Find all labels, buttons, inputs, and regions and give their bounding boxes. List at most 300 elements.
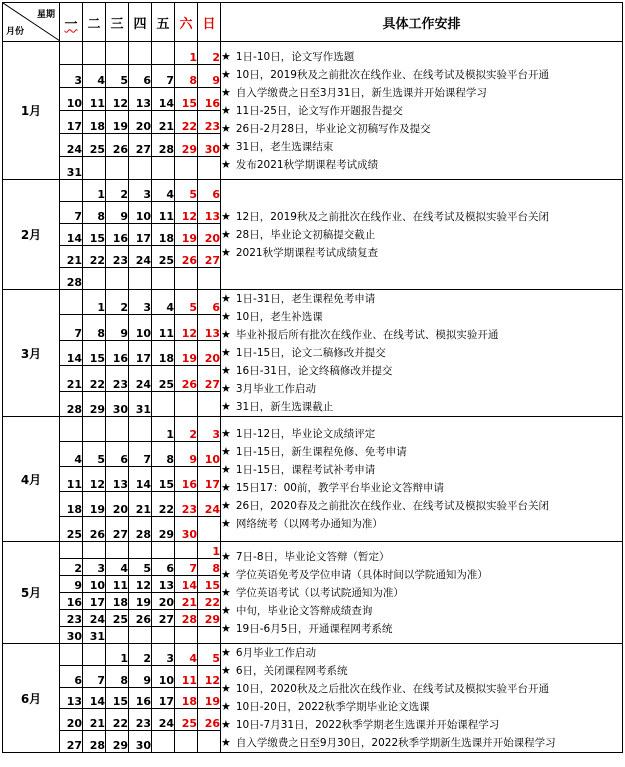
day-cell: 3 — [198, 417, 221, 442]
day-cell: 25 — [152, 246, 175, 268]
day-cell: 23 — [106, 366, 129, 391]
day-cell: 21 — [152, 111, 175, 134]
day-cell: 24 — [129, 246, 152, 268]
task-item — [221, 226, 622, 244]
day-cell — [60, 644, 83, 666]
task-text: 自入学缴费之日至9月30日，2022秋季学期新生选课并开始课程学习 — [235, 737, 556, 749]
day-cell — [198, 157, 221, 180]
weekday-header-mon: 一 — [60, 3, 83, 42]
day-cell: 12 — [175, 202, 198, 224]
star-icon: ★ — [221, 700, 231, 713]
day-cell: 19 — [129, 593, 152, 610]
task-text: 26日-2月28日，毕业论文初稿写作及提交 — [235, 122, 431, 135]
day-cell: 22 — [175, 111, 198, 134]
task-item — [221, 662, 622, 680]
day-cell: 13 — [152, 576, 175, 593]
task-item — [221, 290, 622, 308]
day-cell: 10 — [198, 442, 221, 467]
day-cell: 14 — [83, 687, 106, 709]
day-cell: 10 — [129, 202, 152, 224]
day-cell — [152, 42, 175, 65]
header-row — [3, 3, 623, 42]
star-icon: ★ — [221, 292, 231, 305]
task-item — [221, 497, 622, 515]
task-text: 10日-7月31日，2022秋季学期老生选课并开始课程学习 — [235, 719, 500, 731]
day-cell: 8 — [106, 665, 129, 687]
day-cell: 25 — [106, 610, 129, 627]
day-cell: 10 — [129, 315, 152, 340]
day-cell: 21 — [175, 593, 198, 610]
week-row — [3, 180, 623, 202]
day-cell: 31 — [60, 157, 83, 180]
day-cell: 28 — [152, 134, 175, 157]
day-cell: 29 — [83, 391, 106, 416]
week-row — [3, 417, 623, 442]
day-cell: 20 — [198, 340, 221, 365]
star-icon: ★ — [221, 227, 231, 241]
star-icon: ★ — [221, 382, 231, 395]
star-icon: ★ — [221, 328, 231, 341]
day-cell: 6 — [198, 290, 221, 315]
task-item — [221, 479, 622, 497]
weekday-header-thu: 四 — [129, 3, 152, 42]
day-cell: 3 — [129, 290, 152, 315]
star-icon: ★ — [221, 682, 231, 695]
day-cell — [175, 268, 198, 290]
task-text: 发布2021秋学期课程考试成绩 — [235, 158, 379, 171]
day-cell: 21 — [129, 492, 152, 517]
task-text: 1日-12日，毕业论文成绩评定 — [235, 428, 376, 440]
task-text: 1日-15日，论文二稿修改并提交 — [235, 347, 386, 359]
day-cell: 25 — [83, 134, 106, 157]
task-item — [221, 156, 622, 174]
day-cell: 16 — [198, 88, 221, 111]
day-cell: 17 — [198, 467, 221, 492]
day-cell: 16 — [175, 467, 198, 492]
day-cell: 12 — [83, 467, 106, 492]
day-cell: 9 — [106, 202, 129, 224]
task-item — [221, 66, 622, 84]
day-cell: 4 — [152, 290, 175, 315]
day-cell: 3 — [60, 65, 83, 88]
star-icon: ★ — [221, 664, 231, 677]
day-cell: 22 — [152, 492, 175, 517]
day-cell — [129, 417, 152, 442]
task-text: 自入学缴费之日至3月31日，新生选课并开始课程学习 — [235, 86, 487, 99]
day-cell — [129, 42, 152, 65]
day-cell: 1 — [152, 417, 175, 442]
task-text: 31日，老生选课结束 — [235, 140, 334, 153]
weekday-header-sat: 六 — [175, 3, 198, 42]
day-cell — [152, 157, 175, 180]
day-cell — [106, 417, 129, 442]
day-cell: 22 — [198, 593, 221, 610]
day-cell: 19 — [175, 224, 198, 246]
day-cell: 27 — [198, 246, 221, 268]
day-cell: 21 — [83, 709, 106, 731]
weekday-header-sun: 日 — [198, 3, 221, 42]
task-item — [221, 48, 622, 66]
day-cell: 9 — [129, 665, 152, 687]
day-cell: 24 — [60, 134, 83, 157]
task-item — [221, 425, 622, 443]
day-cell: 9 — [106, 315, 129, 340]
day-cell: 30 — [175, 517, 198, 542]
day-cell: 29 — [175, 134, 198, 157]
day-cell: 23 — [198, 111, 221, 134]
day-cell: 24 — [152, 709, 175, 731]
day-cell: 18 — [152, 340, 175, 365]
task-item — [221, 698, 622, 716]
weekday-header-wed: 三 — [106, 3, 129, 42]
day-cell — [175, 157, 198, 180]
day-cell: 26 — [83, 517, 106, 542]
star-icon: ★ — [221, 718, 231, 731]
day-cell: 5 — [175, 180, 198, 202]
day-cell: 17 — [129, 340, 152, 365]
day-cell: 21 — [60, 246, 83, 268]
task-item — [221, 734, 622, 752]
day-cell — [83, 157, 106, 180]
day-cell: 8 — [198, 559, 221, 576]
task-text: 1日-15日，新生课程免修、免考申请 — [235, 446, 407, 458]
day-cell: 17 — [83, 593, 106, 610]
day-cell: 6 — [152, 559, 175, 576]
day-cell — [83, 644, 106, 666]
day-cell: 6 — [60, 665, 83, 687]
day-cell: 29 — [152, 517, 175, 542]
task-text: 6日，关闭课程网考系统 — [235, 665, 348, 677]
day-cell — [106, 268, 129, 290]
task-list — [221, 417, 623, 542]
day-cell: 17 — [60, 111, 83, 134]
day-cell: 30 — [198, 134, 221, 157]
day-cell — [129, 542, 152, 559]
day-cell: 20 — [198, 224, 221, 246]
task-text: 10日-20日，2022秋季学期毕业论文选课 — [235, 701, 430, 713]
day-cell — [129, 157, 152, 180]
day-cell: 13 — [60, 687, 83, 709]
task-text: 6月毕业工作启动 — [235, 647, 317, 659]
task-item — [221, 548, 622, 566]
day-cell: 5 — [198, 644, 221, 666]
day-cell: 22 — [83, 366, 106, 391]
day-cell: 14 — [175, 576, 198, 593]
day-cell — [152, 731, 175, 753]
star-icon: ★ — [221, 736, 231, 749]
star-icon: ★ — [221, 121, 231, 135]
star-icon: ★ — [221, 567, 231, 581]
star-icon: ★ — [221, 549, 231, 563]
task-text: 10日，2020秋及之后批次在线作业、在线考试及模拟实验平台开通 — [235, 683, 549, 695]
day-cell: 27 — [60, 731, 83, 753]
day-cell: 26 — [175, 246, 198, 268]
day-cell: 7 — [152, 65, 175, 88]
task-item — [221, 102, 622, 120]
day-cell — [106, 157, 129, 180]
day-cell: 27 — [106, 517, 129, 542]
day-cell: 20 — [129, 111, 152, 134]
task-text: 1日-10日，论文写作选题 — [235, 50, 355, 63]
day-cell: 26 — [106, 134, 129, 157]
day-cell: 6 — [106, 442, 129, 467]
star-icon: ★ — [221, 310, 231, 323]
task-item — [221, 326, 622, 344]
day-cell — [83, 268, 106, 290]
day-cell: 13 — [106, 467, 129, 492]
day-cell — [198, 627, 221, 644]
day-cell: 23 — [175, 492, 198, 517]
day-cell: 7 — [129, 442, 152, 467]
day-cell: 1 — [175, 42, 198, 65]
month-label: 4月 — [3, 417, 60, 542]
day-cell — [60, 417, 83, 442]
day-cell: 13 — [198, 202, 221, 224]
task-text: 网络统考（以网考办通知为准） — [235, 518, 383, 530]
day-cell: 27 — [129, 134, 152, 157]
month-label: 6月 — [3, 644, 60, 753]
day-cell: 4 — [175, 644, 198, 666]
day-cell: 15 — [106, 687, 129, 709]
day-cell: 12 — [198, 665, 221, 687]
task-item — [221, 644, 622, 662]
day-cell — [60, 42, 83, 65]
day-cell — [129, 627, 152, 644]
day-cell: 10 — [60, 88, 83, 111]
day-cell: 28 — [60, 268, 83, 290]
day-cell: 11 — [152, 315, 175, 340]
day-cell: 19 — [198, 687, 221, 709]
task-item — [221, 344, 622, 362]
day-cell — [198, 391, 221, 416]
day-cell: 8 — [83, 315, 106, 340]
week-row — [3, 542, 623, 559]
day-cell — [152, 268, 175, 290]
day-cell: 8 — [152, 442, 175, 467]
task-text: 学位英语考试（以考试院通知为准） — [235, 586, 404, 599]
day-cell: 16 — [106, 224, 129, 246]
week-row — [3, 42, 623, 65]
day-cell: 16 — [60, 593, 83, 610]
day-cell: 18 — [152, 224, 175, 246]
day-cell: 11 — [60, 467, 83, 492]
task-text: 1日-31日，老生课程免考申请 — [235, 293, 376, 305]
day-cell: 11 — [106, 576, 129, 593]
schedule-body — [3, 42, 623, 753]
task-item — [221, 308, 622, 326]
day-cell: 2 — [175, 417, 198, 442]
task-text: 中旬，毕业论文答辩成绩查询 — [235, 604, 373, 617]
star-icon: ★ — [221, 157, 231, 171]
task-text: 12日，2019秋及之前批次在线作业、在线考试及模拟实验平台关闭 — [235, 210, 549, 223]
star-icon: ★ — [221, 603, 231, 617]
star-icon: ★ — [221, 103, 231, 117]
day-cell: 20 — [152, 593, 175, 610]
day-cell: 10 — [83, 576, 106, 593]
day-cell: 14 — [152, 88, 175, 111]
day-cell — [60, 180, 83, 202]
day-cell: 2 — [106, 290, 129, 315]
schedule-table — [2, 2, 623, 753]
task-item — [221, 120, 622, 138]
day-cell: 19 — [83, 492, 106, 517]
day-cell — [152, 391, 175, 416]
day-cell: 29 — [198, 610, 221, 627]
day-cell: 5 — [129, 559, 152, 576]
day-cell: 1 — [198, 542, 221, 559]
task-text: 16日-31日，论文终稿修改并提交 — [235, 365, 393, 377]
task-text: 3月毕业工作启动 — [235, 383, 317, 395]
day-cell: 16 — [129, 687, 152, 709]
day-cell: 18 — [106, 593, 129, 610]
day-cell: 15 — [198, 576, 221, 593]
day-cell: 7 — [175, 559, 198, 576]
day-cell: 1 — [83, 290, 106, 315]
day-cell — [175, 627, 198, 644]
day-cell — [175, 542, 198, 559]
day-cell: 5 — [106, 65, 129, 88]
day-cell — [175, 731, 198, 753]
star-icon: ★ — [221, 621, 231, 635]
task-text: 31日，新生选课截止 — [235, 401, 334, 413]
task-item — [221, 443, 622, 461]
day-cell: 8 — [83, 202, 106, 224]
day-cell: 10 — [152, 665, 175, 687]
day-cell: 26 — [175, 366, 198, 391]
day-cell — [60, 542, 83, 559]
day-cell: 12 — [175, 315, 198, 340]
day-cell: 17 — [129, 224, 152, 246]
task-text: 28日，毕业论文初稿提交截止 — [235, 228, 376, 241]
star-icon: ★ — [221, 209, 231, 223]
day-cell: 7 — [60, 202, 83, 224]
task-list — [221, 180, 623, 290]
day-cell: 18 — [60, 492, 83, 517]
day-cell: 27 — [152, 610, 175, 627]
corner-month-label: 月份 — [6, 27, 25, 37]
task-item — [221, 680, 622, 698]
day-cell — [198, 517, 221, 542]
month-label: 2月 — [3, 180, 60, 290]
task-text: 19日-6月5日，开通课程网考系统 — [235, 622, 393, 635]
corner-week-label: 星期 — [36, 10, 55, 20]
day-cell: 23 — [106, 246, 129, 268]
day-cell: 31 — [129, 391, 152, 416]
task-item — [221, 398, 622, 416]
task-header: 具体工作安排 — [221, 3, 623, 42]
day-cell: 7 — [60, 315, 83, 340]
day-cell: 23 — [129, 709, 152, 731]
day-cell: 7 — [83, 665, 106, 687]
task-item — [221, 138, 622, 156]
day-cell: 15 — [152, 467, 175, 492]
day-cell: 9 — [198, 65, 221, 88]
day-cell — [83, 42, 106, 65]
star-icon: ★ — [221, 364, 231, 377]
day-cell: 20 — [106, 492, 129, 517]
day-cell: 26 — [129, 610, 152, 627]
star-icon: ★ — [221, 67, 231, 81]
day-cell: 11 — [83, 88, 106, 111]
day-cell: 28 — [60, 391, 83, 416]
star-icon: ★ — [221, 427, 231, 440]
task-item — [221, 461, 622, 479]
day-cell: 6 — [129, 65, 152, 88]
day-cell: 28 — [175, 610, 198, 627]
day-cell: 30 — [106, 391, 129, 416]
day-cell: 9 — [175, 442, 198, 467]
task-item — [221, 620, 622, 638]
star-icon: ★ — [221, 499, 231, 512]
day-cell: 1 — [83, 180, 106, 202]
week-row — [3, 644, 623, 666]
star-icon: ★ — [221, 245, 231, 259]
task-text: 1日-15日，课程考试补考申请 — [235, 464, 376, 476]
star-icon: ★ — [221, 445, 231, 458]
task-item — [221, 84, 622, 102]
task-list — [221, 644, 623, 753]
day-cell: 18 — [83, 111, 106, 134]
day-cell: 25 — [60, 517, 83, 542]
day-cell: 5 — [83, 442, 106, 467]
day-cell: 14 — [60, 340, 83, 365]
day-cell: 28 — [83, 731, 106, 753]
star-icon: ★ — [221, 400, 231, 413]
day-cell — [83, 417, 106, 442]
task-item — [221, 208, 622, 226]
schedule-table-wrapper — [2, 2, 623, 753]
day-cell: 17 — [152, 687, 175, 709]
star-icon: ★ — [221, 481, 231, 494]
task-text: 2021秋学期课程考试成绩复查 — [235, 246, 379, 259]
day-cell: 31 — [83, 627, 106, 644]
day-cell: 3 — [83, 559, 106, 576]
day-cell: 26 — [198, 709, 221, 731]
day-cell: 23 — [60, 610, 83, 627]
day-cell — [152, 542, 175, 559]
day-cell: 29 — [106, 731, 129, 753]
task-list — [221, 42, 623, 180]
day-cell — [175, 391, 198, 416]
day-cell: 11 — [175, 665, 198, 687]
task-item — [221, 380, 622, 398]
day-cell: 2 — [60, 559, 83, 576]
weekday-header-fri: 五 — [152, 3, 175, 42]
month-label: 1月 — [3, 42, 60, 180]
day-cell: 24 — [129, 366, 152, 391]
task-text: 15日17：00前，教学平台毕业论文答辩申请 — [235, 482, 444, 494]
day-cell: 12 — [129, 576, 152, 593]
day-cell: 2 — [198, 42, 221, 65]
task-text: 11日-25日，论文写作开题报告提交 — [235, 104, 403, 117]
task-item — [221, 362, 622, 380]
task-text: 10日，2019秋及之前批次在线作业、在线考试及模拟实验平台开通 — [235, 68, 549, 81]
day-cell: 3 — [129, 180, 152, 202]
task-item — [221, 716, 622, 734]
day-cell: 19 — [175, 340, 198, 365]
star-icon: ★ — [221, 346, 231, 359]
day-cell: 13 — [129, 88, 152, 111]
day-cell: 24 — [83, 610, 106, 627]
day-cell: 21 — [60, 366, 83, 391]
day-cell: 4 — [152, 180, 175, 202]
day-cell: 12 — [106, 88, 129, 111]
task-list — [221, 542, 623, 644]
weekday-header-tue: 二 — [83, 3, 106, 42]
day-cell: 4 — [106, 559, 129, 576]
star-icon: ★ — [221, 646, 231, 659]
day-cell: 16 — [106, 340, 129, 365]
